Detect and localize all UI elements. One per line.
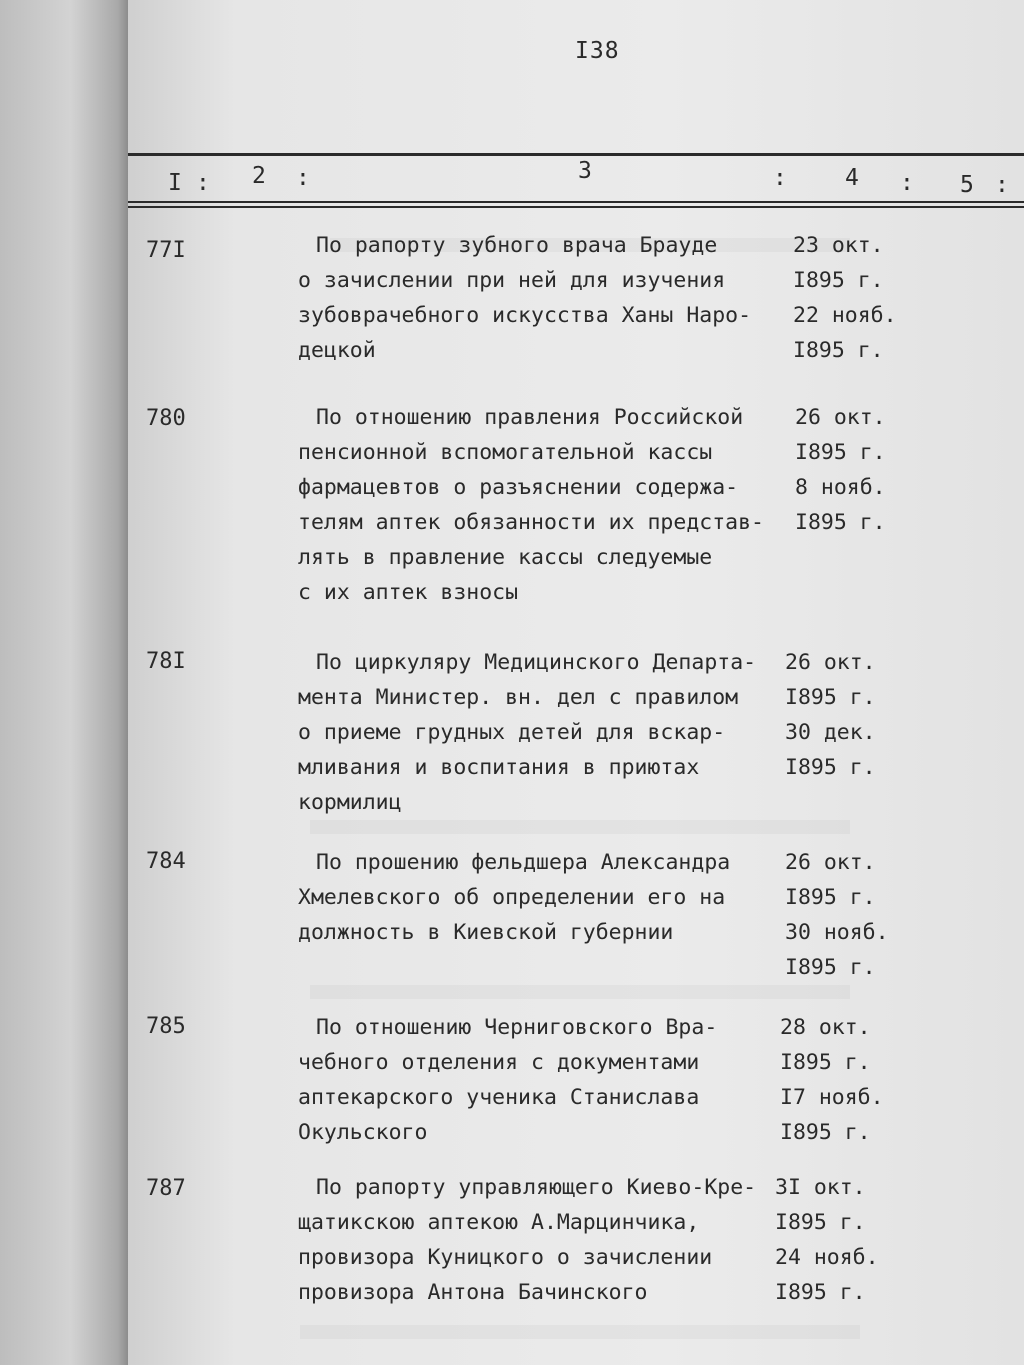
column-separator: : — [773, 165, 787, 191]
entry-text-line: о приеме грудных детей для вскар- — [298, 720, 726, 745]
column-header-1: I — [168, 170, 182, 196]
table-header-top-rule — [128, 153, 1024, 156]
entry-text-line: По рапорту зубного врача Брауде — [316, 233, 718, 258]
column-separator: : — [296, 165, 310, 191]
end-date: 8 нояб. — [795, 475, 886, 500]
entry-text-line: зубоврачебного искусства Ханы Наро- — [298, 303, 752, 328]
entry-text-line: По прошению фельдшера Александра — [316, 850, 731, 875]
entry-number: 78I — [146, 649, 186, 674]
entry-number: 787 — [146, 1176, 186, 1201]
entry-text-line: лять в правление кассы следуемые — [298, 545, 713, 570]
entry-number: 784 — [146, 849, 186, 874]
entry-text-line: Окульского — [298, 1120, 428, 1145]
entry-text-line: о зачислении при ней для изучения — [298, 268, 726, 293]
end-year: I895 г. — [793, 338, 884, 363]
start-date: 3I окт. — [775, 1175, 866, 1200]
entry-dates — [785, 845, 920, 985]
entry-text-line: с их аптек взносы — [298, 580, 519, 605]
entry-description — [298, 228, 788, 368]
entry-text-line: мента Министер. вн. дел с правилом — [298, 685, 739, 710]
entry-text-line: щатикскою аптекою А.Марцинчика, — [298, 1210, 700, 1235]
column-separator: : — [900, 170, 914, 196]
entry-description — [298, 400, 788, 610]
end-year: I895 г. — [795, 510, 886, 535]
end-date: I7 нояб. — [780, 1085, 884, 1110]
column-separator: : — [196, 170, 210, 196]
entry-text-line: мливания и воспитания в приютах — [298, 755, 700, 780]
entry-text-line: чебного отделения с документами — [298, 1050, 700, 1075]
start-year: I895 г. — [780, 1050, 871, 1075]
start-year: I895 г. — [793, 268, 884, 293]
entry-text-line: аптекарского ученика Станислава — [298, 1085, 700, 1110]
entry-number: 785 — [146, 1014, 186, 1039]
start-date: 28 окт. — [780, 1015, 871, 1040]
column-header-2: 2 — [252, 163, 266, 189]
entry-text-line: Хмелевского об определении его на — [298, 885, 726, 910]
column-header-3: 3 — [578, 158, 592, 184]
entry-text-line: должность в Киевской губернии — [298, 920, 674, 945]
entry-text-line: По рапорту управляющего Киево-Кре- — [316, 1175, 757, 1200]
end-date: 24 нояб. — [775, 1245, 879, 1270]
entry-number: 77I — [146, 238, 186, 263]
entry-dates — [775, 1170, 910, 1310]
start-date: 26 окт. — [785, 650, 876, 675]
end-year: I895 г. — [780, 1120, 871, 1145]
start-year: I895 г. — [775, 1210, 866, 1235]
book-binding-edge — [0, 0, 128, 1365]
entry-dates — [780, 1010, 915, 1150]
page-number: I38 — [575, 38, 620, 64]
entry-text-line: фармацевтов о разъяснении содержа- — [298, 475, 739, 500]
start-date: 23 окт. — [793, 233, 884, 258]
start-date: 26 окт. — [795, 405, 886, 430]
entry-description — [298, 1010, 788, 1150]
entry-text-line: телям аптек обязанности их представ- — [298, 510, 764, 535]
start-date: 26 окт. — [785, 850, 876, 875]
entry-text-line: По отношению правления Российской — [316, 405, 744, 430]
entry-dates — [785, 645, 920, 785]
end-date: 22 нояб. — [793, 303, 897, 328]
entry-description — [298, 1170, 788, 1310]
entry-description — [298, 845, 788, 950]
end-year: I895 г. — [785, 955, 876, 980]
end-date: 30 нояб. — [785, 920, 889, 945]
entry-dates — [793, 228, 928, 368]
entry-text-line: По циркуляру Медицинского Департа- — [316, 650, 757, 675]
start-year: I895 г. — [785, 885, 876, 910]
table-header-bottom-rule — [128, 206, 1024, 208]
entry-text-line: провизора Куницкого о зачислении — [298, 1245, 713, 1270]
entry-text-line: пенсионной вспомогательной кассы — [298, 440, 713, 465]
start-year: I895 г. — [795, 440, 886, 465]
end-date: 30 дек. — [785, 720, 876, 745]
entry-number: 780 — [146, 406, 186, 431]
start-year: I895 г. — [785, 685, 876, 710]
entry-text-line: кормилиц — [298, 790, 402, 815]
entry-text-line: децкой — [298, 338, 376, 363]
table-header-bottom-rule — [128, 201, 1024, 203]
end-year: I895 г. — [785, 755, 876, 780]
entry-description — [298, 645, 788, 820]
entry-dates — [795, 400, 930, 540]
column-separator: : — [995, 172, 1009, 198]
entry-text-line: По отношению Черниговского Вра- — [316, 1015, 718, 1040]
column-header-5: 5 — [960, 172, 974, 198]
end-year: I895 г. — [775, 1280, 866, 1305]
column-header-4: 4 — [845, 165, 859, 191]
entry-text-line: провизора Антона Бачинского — [298, 1280, 648, 1305]
